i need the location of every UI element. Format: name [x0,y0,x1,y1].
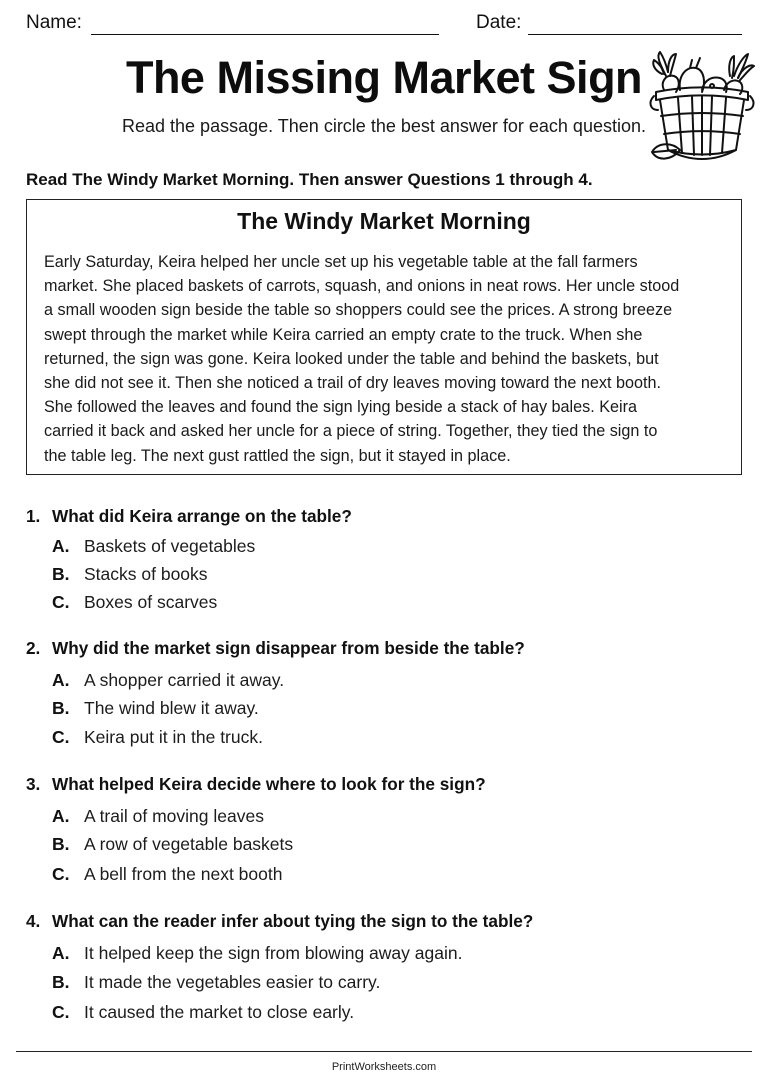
answer-option[interactable]: A bell from the next booth [84,864,283,884]
question-text: What can the reader infer about tying the sign to the table? [52,911,534,931]
option-letter: A. [52,536,70,556]
question-number: 1. [26,506,41,526]
option-letter: B. [52,834,70,854]
option-letter: C. [52,1002,70,1022]
instruction-text: Read The Windy Market Morning. Then answer Questions 1 through 4. [26,170,593,189]
option-letter: B. [52,698,70,718]
passage-line: Early Saturday, Keira helped her uncle set up his vegetable table at the fall farmers [44,253,638,271]
question-text: What helped Keira decide where to look for the sign? [52,774,486,794]
answer-option[interactable]: A shopper carried it away. [84,670,285,690]
passage-body [44,250,734,468]
answer-option[interactable]: Stacks of books [84,564,208,584]
question-number: 2. [26,638,41,658]
passage-box [26,199,742,475]
question-text: Why did the market sign disappear from beside the table? [52,638,525,658]
date-label: Date: [476,12,522,33]
page-title: The Missing Market Sign [125,52,643,103]
answer-option[interactable]: Keira put it in the truck. [84,727,263,747]
answer-option[interactable]: It caused the market to close early. [84,1002,355,1022]
answer-option[interactable]: A trail of moving leaves [84,806,264,826]
passage-line: carried it back and asked her uncle for a piece of string. Together, they tied the sign to [44,422,658,441]
name-field-line[interactable] [91,34,439,35]
date-field-line[interactable] [528,34,742,35]
question-number: 4. [26,911,41,931]
option-letter: B. [52,972,70,992]
passage-title: The Windy Market Morning [237,208,531,234]
answer-option[interactable]: The wind blew it away. [84,698,259,718]
answer-option[interactable]: It helped keep the sign from blowing away again. [84,943,463,963]
answer-option[interactable]: Boxes of scarves [84,592,218,612]
answer-option[interactable]: Baskets of vegetables [84,536,256,556]
option-letter: C. [52,592,70,612]
passage-line: she did not see it. Then she noticed a trail of dry leaves moving toward the next booth. [44,373,661,392]
passage-line: the table leg. The next gust rattled the sign, but it stayed in place. [44,446,511,465]
footer-site: PrintWorksheets.com [331,1061,437,1073]
question-text: What did Keira arrange on the table? [52,506,352,526]
answer-option[interactable]: It made the vegetables easier to carry. [84,972,381,992]
option-letter: C. [52,864,70,884]
vegetable-basket-icon [646,46,758,170]
name-label: Name: [26,12,82,33]
passage-line: returned, the sign was gone. Keira looked under the table and behind the baskets, but [44,349,659,368]
answer-option[interactable]: A row of vegetable baskets [84,834,294,854]
option-letter: A. [52,943,70,963]
question-number: 3. [26,774,41,794]
footer-divider [16,1051,752,1052]
option-letter: A. [52,806,70,826]
option-letter: B. [52,564,70,584]
page-subtitle: Read the passage. Then circle the best answer for each question. [122,116,646,136]
passage-line: She followed the leaves and found the sign lying beside a stack of hay bales. Keira [44,398,638,417]
passage-line: market. She placed baskets of carrots, squash, and onions in neat rows. Her uncle stood [44,277,680,296]
option-letter: C. [52,727,70,747]
option-letter: A. [52,670,70,690]
passage-line: a small wooden sign beside the table so shoppers could see the prices. A strong breeze [44,301,673,320]
passage-line: swept through the market while Keira carried an empty crate to the truck. When she [44,325,643,344]
